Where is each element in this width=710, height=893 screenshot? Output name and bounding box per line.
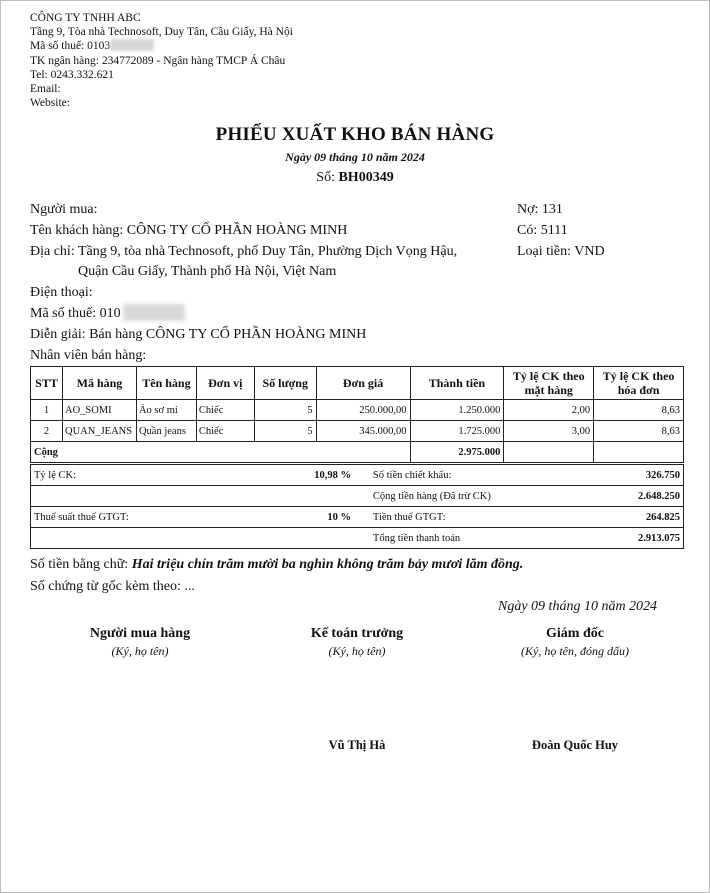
- salesperson-row: Nhân viên bán hàng:: [30, 347, 147, 363]
- debit-account: Nợ: 131: [517, 202, 563, 217]
- signature-hint: (Ký, họ tên): [111, 644, 169, 658]
- company-tax-row: [30, 39, 293, 53]
- cell-qty: 5: [254, 421, 316, 442]
- customer-info: [30, 200, 500, 366]
- signature-chief-accountant: [247, 626, 467, 752]
- customer-name-row: Tên khách hàng: CÔNG TY CỔ PHẦN HOÀNG MINH: [30, 222, 348, 238]
- summary-table: [30, 464, 684, 549]
- amount-in-words: [30, 557, 523, 573]
- col-header: Tỷ lệ CK theo mặt hàng: [504, 367, 594, 400]
- total-value: 2.975.000: [410, 442, 504, 463]
- sign-date: Ngày 09 tháng 10 năm 2024: [498, 599, 658, 614]
- signature-hint: (Ký, họ tên, đóng dấu): [521, 644, 629, 658]
- col-header: Đơn vị: [196, 367, 254, 400]
- vat-rate-cell: [262, 507, 354, 528]
- summary-row: [31, 486, 684, 507]
- cell-name: Áo sơ mi: [136, 400, 196, 421]
- col-header: STT: [31, 367, 63, 400]
- col-header: Thành tiền: [410, 367, 504, 400]
- document-date: Ngày 09 tháng 10 năm 2024: [285, 150, 425, 164]
- subtotal-label: Cộng tiền hàng (Đã trừ CK): [370, 486, 570, 507]
- cell-qty: 5: [254, 400, 316, 421]
- company-header: [30, 11, 293, 110]
- cell-amount: 1.250.000: [410, 400, 504, 421]
- document-number: [1, 170, 709, 186]
- cell-amount: 1.725.000: [410, 421, 504, 442]
- col-header: Đơn giá: [316, 367, 410, 400]
- customer-tax: Mã số thuế: 010: [30, 305, 121, 321]
- company-bank: TK ngân hàng: 234772089 - Ngân hàng TMCP Á Châu: [30, 54, 286, 67]
- ck-rate-label: Tỷ lệ CK:: [31, 465, 263, 486]
- company-website: Website:: [30, 97, 70, 110]
- ck-rate-cell: [262, 465, 354, 486]
- signature-buyer: [30, 626, 250, 659]
- spacer: [262, 528, 354, 549]
- amount-words-value: Hai triệu chín trăm mười ba nghìn không trăm bảy mươi lăm đồng.: [131, 557, 524, 572]
- buyer-row: Người mua:: [30, 202, 98, 217]
- subtotal-cell: [570, 486, 684, 507]
- signature-hint: (Ký, họ tên): [328, 644, 386, 658]
- col-header: Tên hàng: [136, 367, 196, 400]
- spacer: [354, 486, 370, 507]
- address-row-2: Quận Cầu Giấy, Thành phố Hà Nội, Việt Nam: [78, 264, 337, 280]
- cell-invoice-discount: 8,63: [594, 400, 684, 421]
- amount-words-label: Số tiền bằng chữ:: [30, 557, 129, 572]
- items-table: [30, 366, 684, 463]
- vat-amount-value: 264.825: [645, 511, 680, 523]
- empty-cell: [504, 442, 594, 463]
- table-header-row: [31, 367, 684, 400]
- total-label: Cộng: [31, 442, 411, 463]
- vat-amount-cell: [570, 507, 684, 528]
- cell-invoice-discount: 8,63: [594, 421, 684, 442]
- signature-name: Đoàn Quốc Huy: [531, 738, 619, 752]
- account-info: [517, 200, 605, 262]
- cell-stt: 2: [31, 421, 63, 442]
- signature-role: Giám đốc: [546, 626, 604, 641]
- company-email: Email:: [30, 83, 61, 96]
- spacer: [31, 486, 263, 507]
- spacer: [262, 486, 354, 507]
- credit-account: Có: 5111: [517, 222, 568, 238]
- cell-stt: 1: [31, 400, 63, 421]
- phone-row: Điện thoại:: [30, 285, 93, 301]
- ck-rate-value: 10,98 %: [314, 469, 351, 481]
- cell-unit: Chiếc: [196, 421, 254, 442]
- company-tel: Tel: 0243.332.621: [30, 68, 114, 81]
- cell-item-discount: 3,00: [504, 421, 594, 442]
- cell-item-discount: 2,00: [504, 400, 594, 421]
- spacer: [354, 507, 370, 528]
- redacted-block: [110, 39, 154, 51]
- document-number-label: Số:: [316, 170, 335, 185]
- signature-name: Vũ Thị Hà: [328, 738, 386, 752]
- cell-unit: Chiếc: [196, 400, 254, 421]
- discount-label: Số tiền chiết khấu:: [370, 465, 570, 486]
- document-number-value: BH00349: [338, 170, 394, 185]
- description-row: Diễn giải: Bán hàng CÔNG TY CỔ PHẦN HOÀNG MINH: [30, 326, 367, 342]
- col-header: Số lượng: [254, 367, 316, 400]
- col-header: Tỷ lệ CK theo hóa đơn: [594, 367, 684, 400]
- vat-rate-label: Thuế suất thuế GTGT:: [31, 507, 263, 528]
- summary-row: [31, 528, 684, 549]
- vat-rate-value: 10 %: [327, 511, 351, 523]
- cell-price: 345.000,00: [316, 421, 410, 442]
- subtotal-value: 2.648.250: [638, 490, 680, 502]
- customer-tax-row: [30, 304, 500, 325]
- signature-role: Người mua hàng: [89, 626, 191, 641]
- spacer: [354, 528, 370, 549]
- vat-amount-label: Tiền thuế GTGT:: [370, 507, 570, 528]
- table-total-row: [31, 442, 684, 463]
- table-row: [31, 421, 684, 442]
- company-address: Tầng 9, Tòa nhà Technosoft, Duy Tân, Cầu Giấy, Hà Nội: [30, 26, 293, 39]
- col-header: Mã hàng: [62, 367, 136, 400]
- document-title: PHIẾU XUẤT KHO BÁN HÀNG: [215, 124, 495, 145]
- grand-total-cell: [570, 528, 684, 549]
- spacer: [31, 528, 263, 549]
- cell-code: AO_SOMI: [62, 400, 136, 421]
- company-name: CÔNG TY TNHH ABC: [30, 12, 141, 24]
- attached-documents: Số chứng từ gốc kèm theo: ...: [30, 579, 195, 594]
- signature-role: Kế toán trưởng: [310, 626, 404, 641]
- discount-cell: [570, 465, 684, 486]
- summary-row: [31, 465, 684, 486]
- currency: Loại tiền: VND: [517, 243, 605, 259]
- empty-cell: [594, 442, 684, 463]
- signature-director: [465, 626, 685, 752]
- grand-total-value: 2.913.075: [638, 532, 680, 544]
- cell-price: 250.000,00: [316, 400, 410, 421]
- company-tax: Mã số thuế: 0103: [30, 40, 111, 53]
- summary-row: [31, 507, 684, 528]
- cell-code: QUAN_JEANS: [62, 421, 136, 442]
- spacer: [354, 465, 370, 486]
- grand-total-label: Tổng tiền thanh toán: [370, 528, 570, 549]
- redacted-block: [123, 304, 185, 321]
- discount-value: 326.750: [645, 469, 680, 481]
- cell-name: Quần jeans: [136, 421, 196, 442]
- address-row-1: Địa chỉ: Tầng 9, tòa nhà Technosoft, phố Duy Tân, Phường Dịch Vọng Hậu,: [30, 243, 458, 259]
- table-row: [31, 400, 684, 421]
